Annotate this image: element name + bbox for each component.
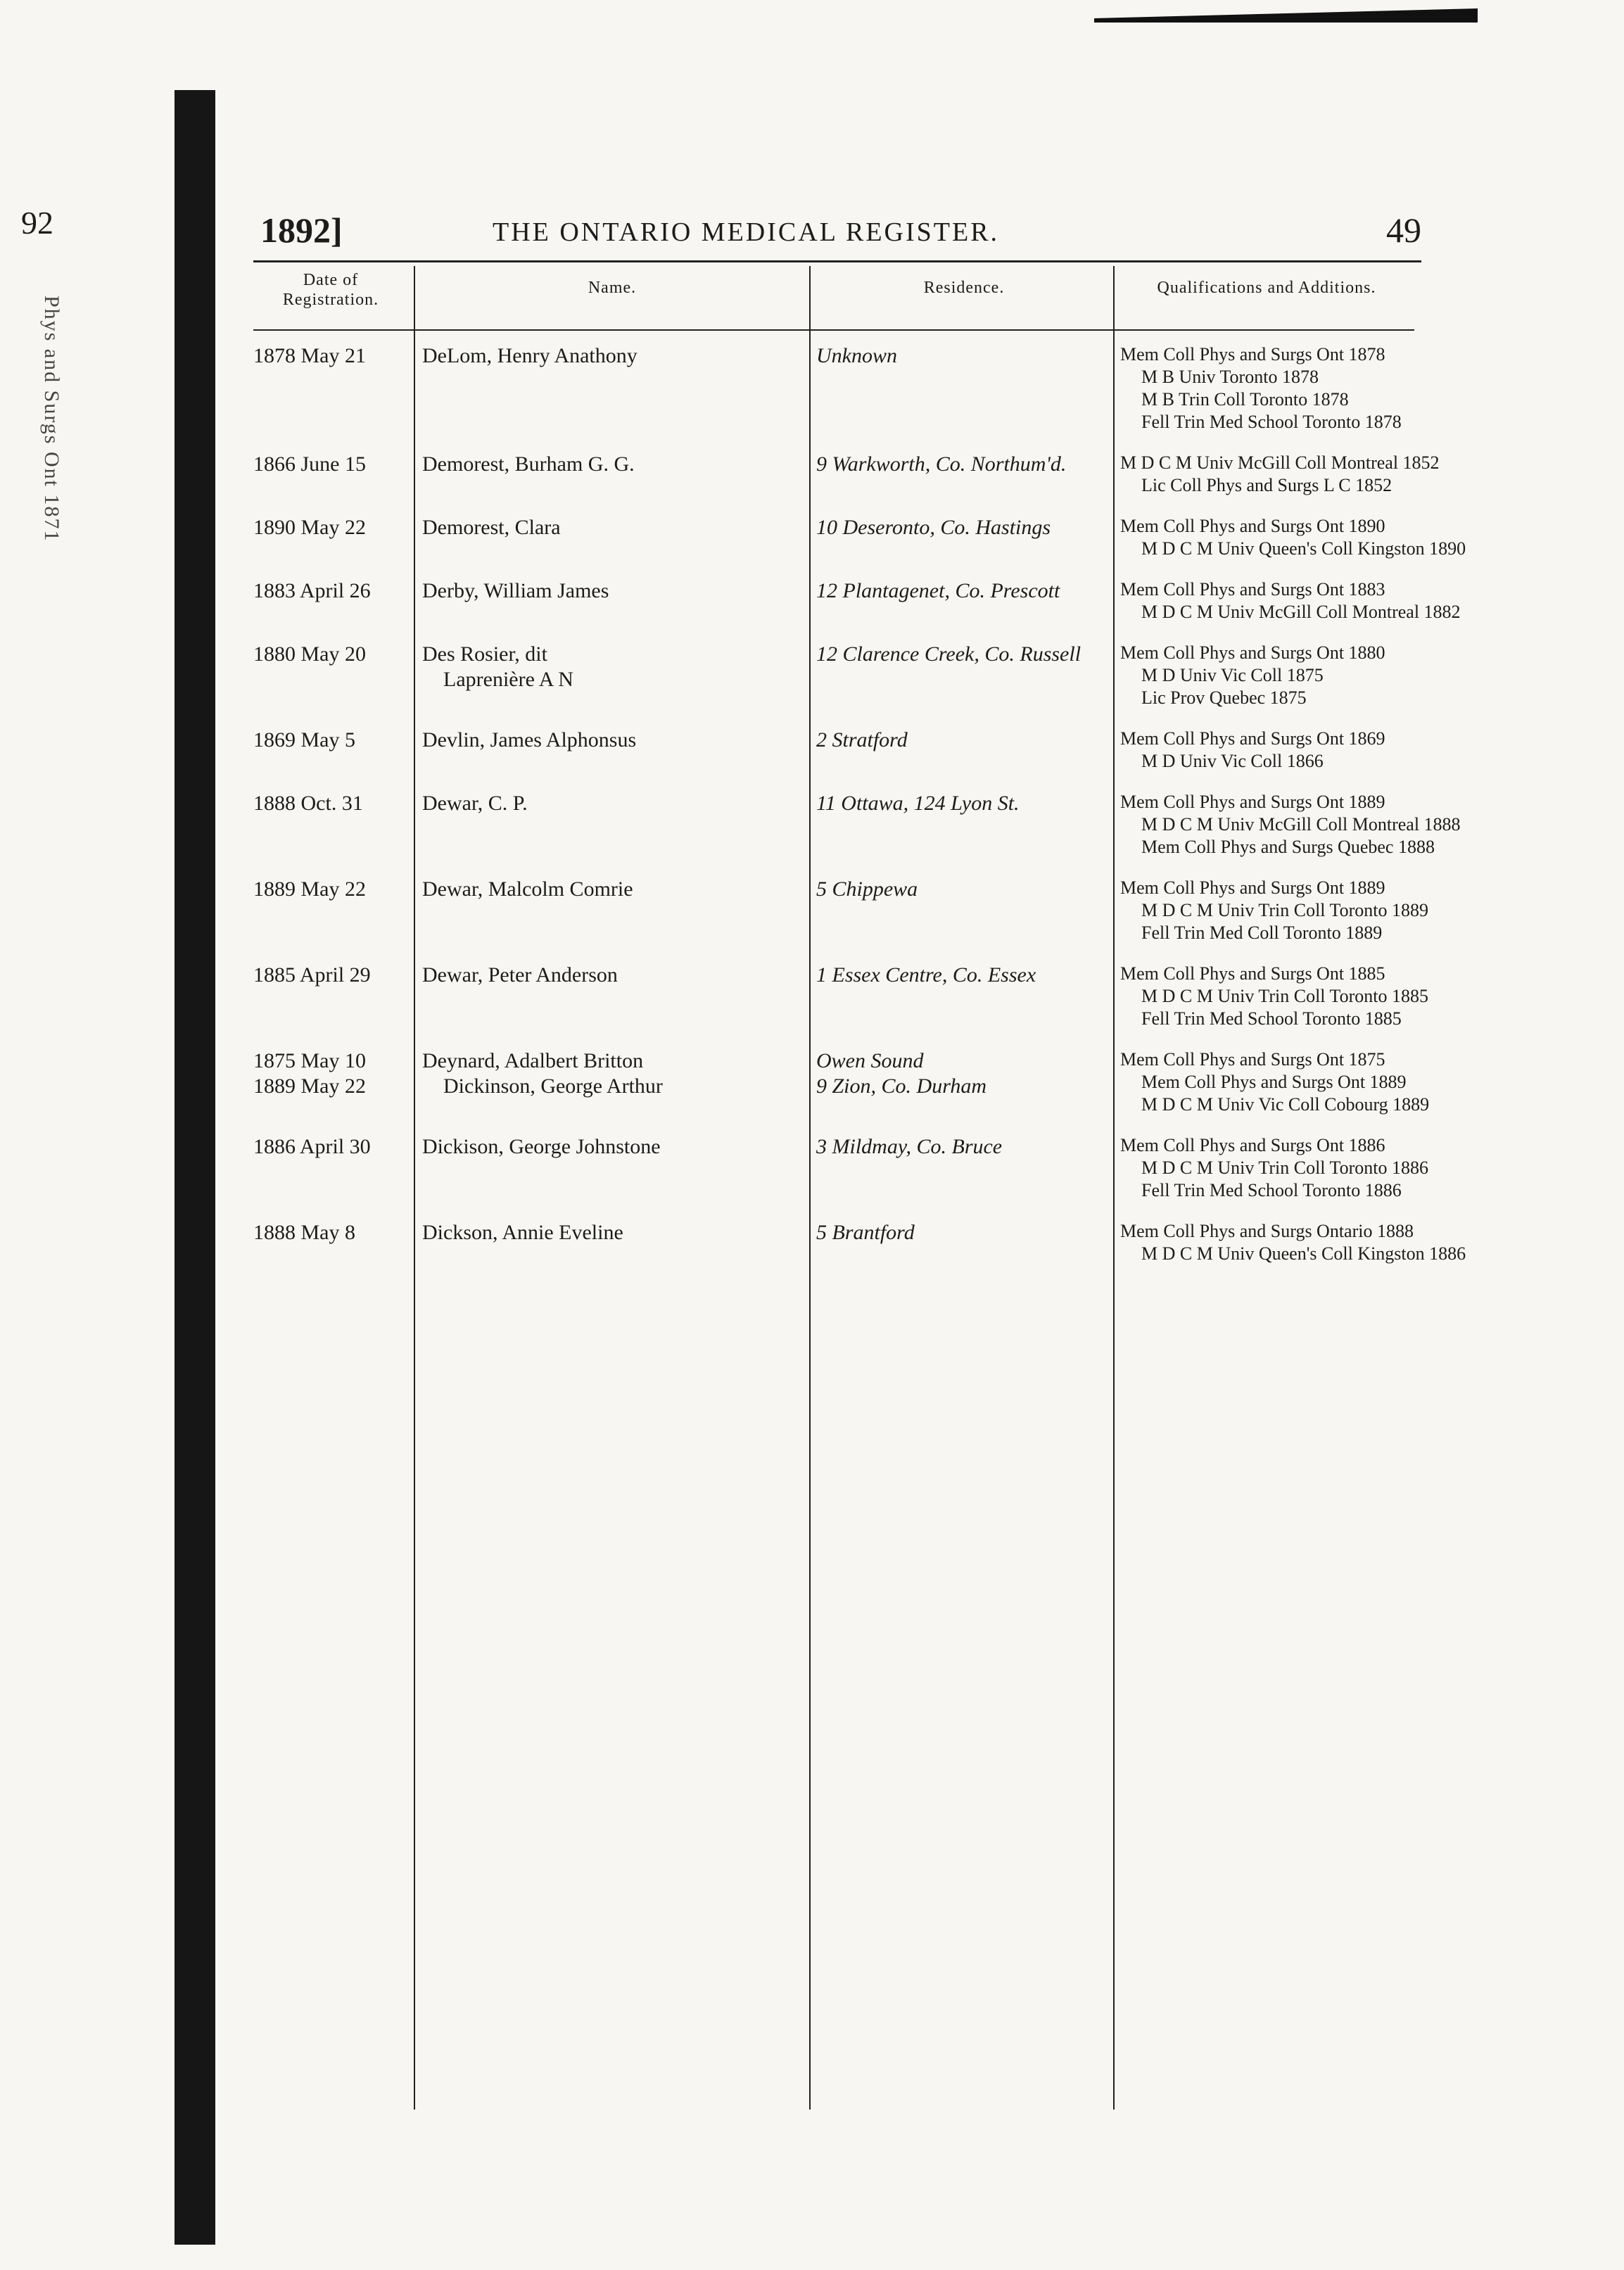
register-entry (253, 1048, 1430, 1116)
entry-name-line: Dewar, C. P. (422, 792, 528, 815)
entry-qualifications (1120, 343, 1416, 433)
entry-date-line: 1883 April 26 (253, 579, 371, 602)
entry-qualifications (1120, 515, 1466, 560)
entry-residence (816, 578, 1112, 604)
page-number: 49 (1386, 210, 1421, 250)
entry-qualifications-line: Mem Coll Phys and Surgs Ont 1883 (1120, 579, 1385, 600)
register-entry (253, 1220, 1466, 1265)
entry-qualifications-line: M D C M Univ McGill Coll Montreal 1888 (1141, 814, 1461, 835)
entry-date (253, 963, 408, 988)
entry-date-line: 1888 May 8 (253, 1221, 355, 1244)
previous-page-fragment (14, 204, 99, 1260)
entry-qualifications-line: Fell Trin Med Coll Toronto 1889 (1141, 922, 1383, 943)
entry-qualifications (1120, 578, 1461, 623)
entry-date (253, 452, 408, 477)
entry-residence (816, 877, 1112, 902)
register-entry (253, 452, 1440, 497)
entry-date-line: 1869 May 5 (253, 728, 355, 752)
entry-qualifications-line: M D C M Univ Trin Coll Toronto 1885 (1141, 986, 1429, 1006)
entry-date-line: 1880 May 20 (253, 642, 366, 666)
entry-name-line: Des Rosier, dit (422, 642, 547, 666)
entry-qualifications-line: M D C M Univ McGill Coll Montreal 1852 (1120, 452, 1440, 473)
entry-date (253, 343, 408, 369)
previous-page-number: 92 (21, 205, 53, 241)
entry-qualifications-line: M D Univ Vic Coll 1866 (1141, 751, 1324, 771)
entry-qualifications-line: Mem Coll Phys and Surgs Ont 1878 (1120, 344, 1385, 364)
entry-residence-line: 11 Ottawa, 124 Lyon St. (816, 792, 1020, 815)
entry-date-line: 1866 June 15 (253, 452, 366, 476)
entry-name (422, 642, 802, 692)
entry-qualifications-line: M D C M Univ Queen's Coll Kingston 1886 (1141, 1243, 1466, 1264)
entry-residence-line: 1 Essex Centre, Co. Essex (816, 963, 1036, 987)
entry-name-line: Dickinson, George Arthur (443, 1074, 663, 1098)
entry-name-line: Derby, William James (422, 579, 609, 602)
entry-residence-line: 12 Clarence Creek, Co. Russell (816, 642, 1081, 666)
entry-qualifications-line: M D Univ Vic Coll 1875 (1141, 665, 1324, 685)
register-entry (253, 877, 1429, 944)
entry-name (422, 1048, 802, 1099)
entry-residence (816, 515, 1112, 540)
entry-residence (816, 452, 1112, 477)
entry-qualifications (1120, 1220, 1466, 1265)
entry-qualifications (1120, 877, 1429, 944)
entry-qualifications (1120, 642, 1416, 709)
register-entry (253, 1134, 1429, 1202)
entry-residence-line: Owen Sound (816, 1049, 924, 1072)
entry-qualifications-line: M D C M Univ Trin Coll Toronto 1886 (1141, 1158, 1429, 1178)
entry-name-line: Demorest, Clara (422, 516, 561, 539)
entry-date (253, 728, 408, 753)
entry-qualifications (1120, 728, 1416, 773)
entry-date (253, 877, 408, 902)
scan-edge-bar (175, 90, 215, 2245)
column-header-qualifications: Qualifications and Additions. (1157, 279, 1376, 297)
column-header-name: Name. (588, 279, 637, 297)
entry-residence (816, 1048, 1112, 1099)
entry-qualifications-line: Fell Trin Med School Toronto 1878 (1141, 412, 1402, 432)
entry-name-line: Dickson, Annie Eveline (422, 1221, 623, 1244)
entry-date-line: 1889 May 22 (253, 877, 366, 901)
entry-residence-line: 10 Deseronto, Co. Hastings (816, 516, 1051, 539)
entry-qualifications (1120, 791, 1461, 858)
entry-name (422, 343, 802, 369)
entry-residence (816, 1220, 1112, 1245)
entry-date (253, 791, 408, 816)
register-table (253, 266, 1466, 1265)
entry-qualifications-line: Lic Prov Quebec 1875 (1141, 687, 1307, 708)
entry-date (253, 1220, 408, 1245)
entry-residence (816, 343, 1112, 369)
entry-name (422, 728, 802, 753)
entry-name-line: Dewar, Peter Anderson (422, 963, 618, 987)
register-entry (253, 728, 1414, 773)
entry-qualifications-line: Mem Coll Phys and Surgs Ont 1889 (1120, 792, 1385, 812)
register-entry (253, 515, 1466, 560)
entry-residence (816, 728, 1112, 753)
entry-name (422, 578, 802, 604)
entry-residence-line: 12 Plantagenet, Co. Prescott (816, 579, 1060, 602)
column-header-date: Date of Registration. (282, 271, 379, 309)
entry-date (253, 578, 408, 604)
entry-name-line: Dickison, George Johnstone (422, 1135, 661, 1158)
entry-date-line: 1890 May 22 (253, 516, 366, 539)
entry-qualifications (1120, 1048, 1430, 1116)
column-header-residence: Residence. (923, 279, 1005, 297)
page-year: 1892] (260, 210, 343, 250)
entry-date-line: 1885 April 29 (253, 963, 371, 987)
entry-date (253, 642, 408, 667)
register-page (239, 204, 1466, 2245)
previous-page-running-text: Phys and Surgs Ont 1871 (40, 296, 63, 543)
column-headers (253, 266, 1414, 331)
page-title: THE ONTARIO MEDICAL REGISTER. (493, 217, 1000, 247)
entry-name-line: Dewar, Malcolm Comrie (422, 877, 633, 901)
entry-qualifications-line: M B Univ Toronto 1878 (1141, 367, 1319, 387)
entry-qualifications-line: Mem Coll Phys and Surgs Ont 1890 (1120, 516, 1385, 536)
entry-residence-line: 2 Stratford (816, 728, 908, 752)
entry-qualifications-line: Mem Coll Phys and Surgs Ont 1889 (1120, 877, 1385, 898)
entry-name-line: Demorest, Burham G. G. (422, 452, 635, 476)
register-entry (253, 791, 1461, 858)
entry-qualifications-line: Mem Coll Phys and Surgs Ont 1886 (1120, 1135, 1385, 1155)
entry-date (253, 1134, 408, 1160)
entry-qualifications-line: M D C M Univ Trin Coll Toronto 1889 (1141, 900, 1429, 920)
entry-date-line: 1875 May 10 (253, 1049, 366, 1072)
entry-name (422, 1134, 802, 1160)
entry-qualifications (1120, 452, 1440, 497)
entry-residence-line: 9 Zion, Co. Durham (816, 1074, 987, 1098)
entry-name (422, 1220, 802, 1245)
entry-date (253, 515, 408, 540)
entry-qualifications-line: M D C M Univ Queen's Coll Kingston 1890 (1141, 538, 1466, 559)
entry-residence-line: 5 Chippewa (816, 877, 918, 901)
entry-qualifications-line: Mem Coll Phys and Surgs Ont 1885 (1120, 963, 1385, 984)
entry-qualifications-line: Mem Coll Phys and Surgs Ont 1880 (1120, 642, 1385, 663)
entry-name-line: Devlin, James Alphonsus (422, 728, 637, 752)
entry-name (422, 877, 802, 902)
entry-name-line: Laprenière A N (443, 668, 573, 691)
entry-name (422, 452, 802, 477)
entry-qualifications-line: Mem Coll Phys and Surgs Ont 1869 (1120, 728, 1385, 749)
entry-date-line: 1888 Oct. 31 (253, 792, 363, 815)
entry-date-line: 1889 May 22 (253, 1074, 366, 1098)
entry-qualifications-line: M B Trin Coll Toronto 1878 (1141, 389, 1349, 410)
entry-qualifications-line: Fell Trin Med School Toronto 1885 (1141, 1008, 1402, 1029)
entry-qualifications-line: Mem Coll Phys and Surgs Ontario 1888 (1120, 1221, 1414, 1241)
entry-qualifications-line: Mem Coll Phys and Surgs Ont 1889 (1141, 1072, 1407, 1092)
entry-qualifications-line: M D C M Univ Vic Coll Cobourg 1889 (1141, 1094, 1430, 1115)
entry-residence-line: 5 Brantford (816, 1221, 915, 1244)
entry-date-line: 1886 April 30 (253, 1135, 371, 1158)
register-entry (253, 963, 1429, 1030)
register-entry (253, 578, 1461, 623)
entry-residence (816, 1134, 1112, 1160)
header-rule (253, 260, 1421, 262)
entry-qualifications (1120, 963, 1429, 1030)
page-header (239, 204, 1421, 260)
entry-residence-line: Unknown (816, 344, 897, 367)
entry-residence (816, 963, 1112, 988)
entry-qualifications-line: Fell Trin Med School Toronto 1886 (1141, 1180, 1402, 1200)
entry-date (253, 1048, 408, 1099)
entry-qualifications-line: Lic Coll Phys and Surgs L C 1852 (1141, 475, 1393, 495)
entry-date-line: 1878 May 21 (253, 344, 366, 367)
top-rule (1094, 8, 1478, 23)
entry-residence-line: 3 Mildmay, Co. Bruce (816, 1135, 1003, 1158)
entry-qualifications-line: Mem Coll Phys and Surgs Ont 1875 (1120, 1049, 1385, 1070)
register-entry (253, 642, 1414, 709)
entry-name-line: DeLom, Henry Anathony (422, 344, 637, 367)
entry-list (253, 343, 1466, 1265)
entry-qualifications-line: M D C M Univ McGill Coll Montreal 1882 (1141, 602, 1461, 622)
entry-qualifications-line: Mem Coll Phys and Surgs Quebec 1888 (1141, 837, 1435, 857)
register-entry (253, 343, 1414, 433)
entry-name (422, 515, 802, 540)
entry-name (422, 963, 802, 988)
entry-residence-line: 9 Warkworth, Co. Northum'd. (816, 452, 1067, 476)
entry-residence (816, 791, 1112, 816)
entry-name (422, 791, 802, 816)
entry-residence (816, 642, 1112, 667)
entry-qualifications (1120, 1134, 1429, 1202)
entry-name-line: Deynard, Adalbert Britton (422, 1049, 644, 1072)
